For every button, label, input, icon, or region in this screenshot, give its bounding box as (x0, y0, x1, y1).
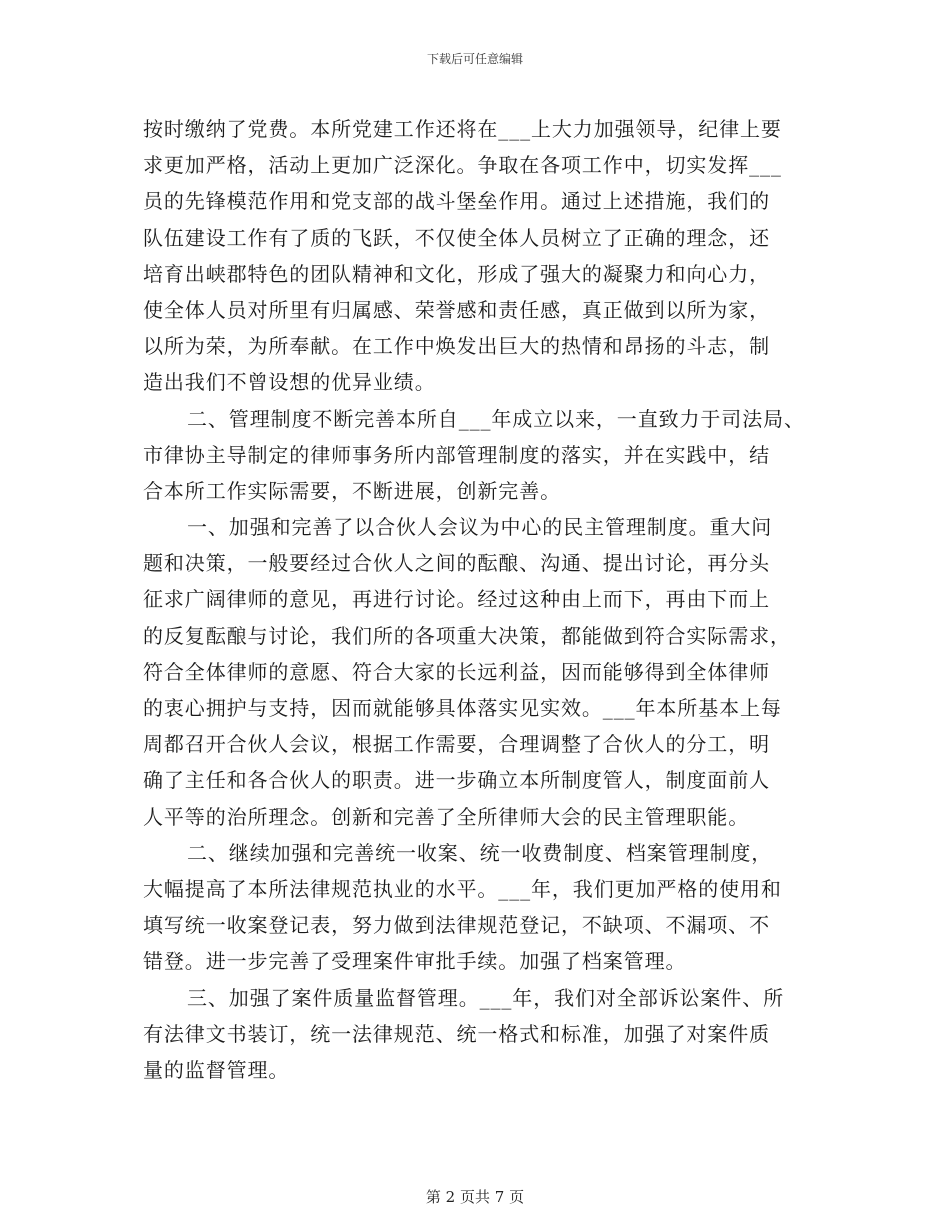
text-line: 的衷心拥护与支持，因而就能够具体落实见实效。___年本所基本上每 (143, 696, 782, 720)
text-line: 题和决策，一般要经过合伙人之间的酝酿、沟通、提出讨论，再分头 (143, 551, 770, 576)
text-line: 人平等的治所理念。创新和完善了全所律师大会的民主管理职能。 (143, 804, 750, 829)
page-header: 下载后可任意编辑 (426, 52, 523, 66)
text-line: 以所为荣，为所奉献。在工作中焕发出巨大的热情和昂扬的斗志，制 (143, 334, 770, 359)
text-line: 使全体人员对所里有归属感、荣誉感和责任感，真正做到以所为家， (143, 297, 770, 322)
text-line: 错登。进一步完善了受理案件审批手续。加强了档案管理。 (143, 949, 687, 974)
text-line: 的反复酝酿与讨论，我们所的各项重大决策，都能做到符合实际需求， (143, 623, 791, 648)
text-line: 有法律文书装订，统一法律规范、统一格式和标准，加强了对案件质 (143, 1021, 770, 1046)
text-line: 二、管理制度不断完善本所自___年成立以来，一直致力于司法局、 (187, 406, 805, 431)
text-line: 求更加严格，活动上更加广泛深化。争取在各项工作中，切实发挥___ (143, 153, 782, 178)
text-line: 填写统一收案登记表，努力做到法律规范登记，不缺项、不漏项、不 (143, 913, 770, 938)
text-line: 确了主任和各合伙人的职责。进一步确立本所制度管人，制度面前人 (143, 768, 770, 793)
text-line: 征求广阔律师的意见，再进行讨论。经过这种由上而下，再由下而上 (143, 587, 770, 612)
text-line: 员的先锋模范作用和党支部的战斗堡垒作用。通过上述措施，我们的 (143, 189, 770, 214)
text-line: 量的监督管理。 (143, 1057, 290, 1082)
text-line: 队伍建设工作有了质的飞跃，不仅使全体人员树立了正确的理念，还 (143, 225, 770, 250)
text-line: 培育出峡郡特色的团队精神和文化，形成了强大的凝聚力和向心力， (143, 261, 770, 286)
text-line: 周都召开合伙人会议，根据工作需要，合理调整了合伙人的分工，明 (143, 732, 770, 757)
text-line: 造出我们不曾设想的优异业绩。 (143, 370, 436, 395)
text-line: 市律协主导制定的律师事务所内部管理制度的落实，并在实践中，结 (143, 442, 770, 467)
page-footer: 第 2 页共 7 页 (425, 1188, 525, 1206)
text-line: 一、加强和完善了以合伙人会议为中心的民主管理制度。重大问 (187, 515, 773, 540)
document-body (143, 111, 833, 1088)
text-line: 合本所工作实际需要，不断进展，创新完善。 (143, 478, 561, 503)
text-line: 按时缴纳了党费。本所党建工作还将在___上大力加强领导，纪律上要 (143, 117, 782, 141)
text-line: 符合全体律师的意愿、符合大家的长远利益，因而能够得到全体律师 (143, 659, 770, 684)
text-line: 二、继续加强和完善统一收案、统一收费制度、档案管理制度， (187, 840, 773, 865)
text-line: 大幅提高了本所法律规范执业的水平。___年，我们更加严格的使用和 (143, 876, 782, 901)
text-line: 三、加强了案件质量监督管理。___年，我们对全部诉讼案件、所 (187, 985, 784, 1010)
